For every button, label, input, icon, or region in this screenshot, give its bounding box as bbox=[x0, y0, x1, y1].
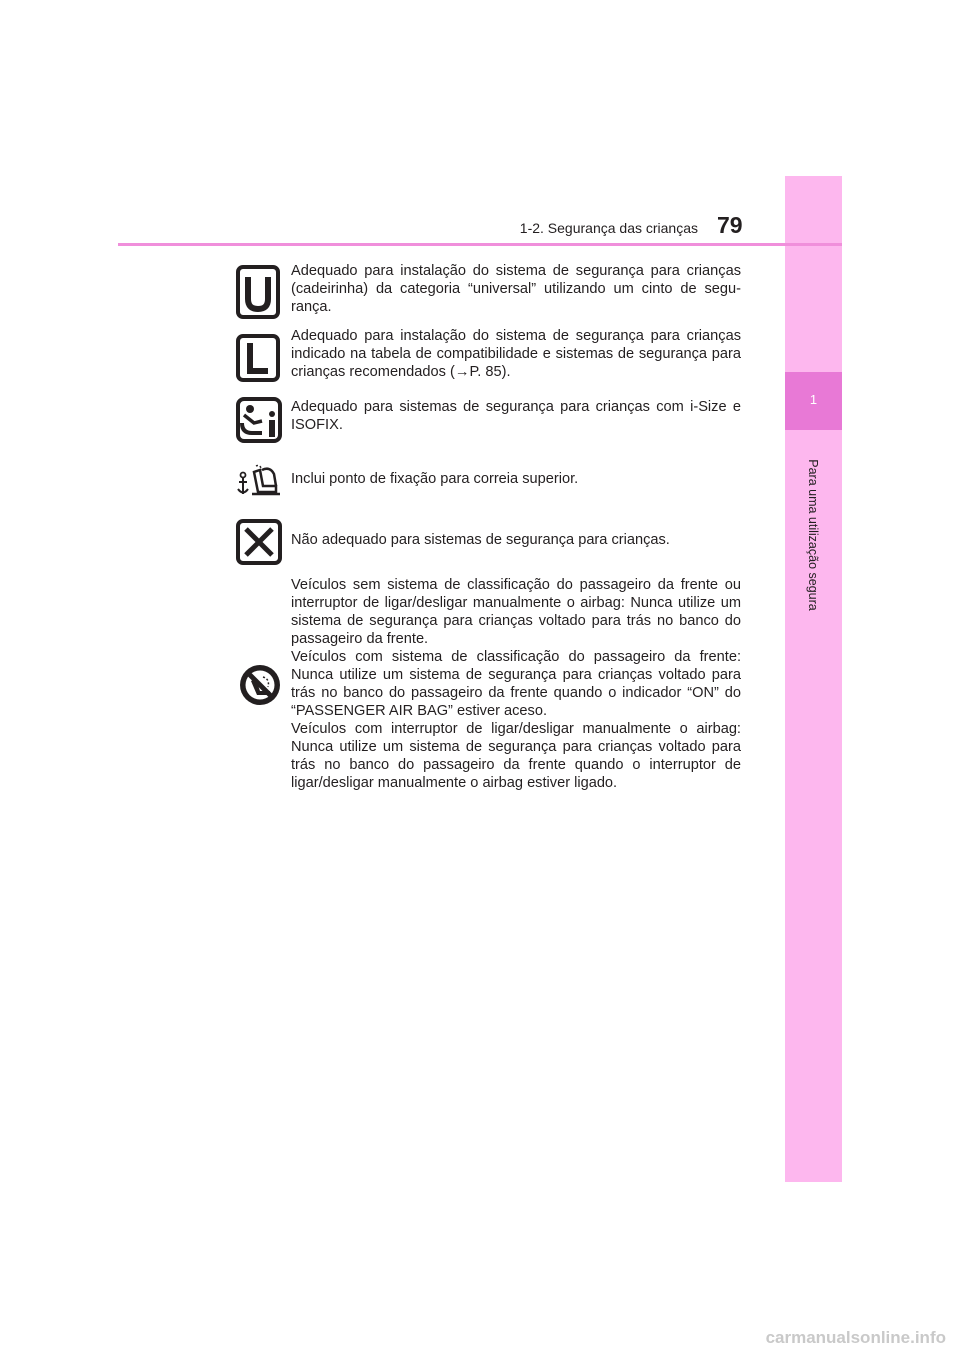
symbol-description: Inclui ponto de fixação para correia superior. bbox=[291, 471, 579, 487]
section-title: 1-2. Segurança das crianças bbox=[519, 220, 698, 236]
symbol-description: Adequado para sistemas de segurança para crianças com i-Size e ISOFIX. bbox=[291, 399, 741, 433]
isize-seat-icon bbox=[236, 397, 282, 448]
description-paragraph: Veículos sem sistema de classificação do passageiro da frente ou interruptor de ligar/desligar manualmente o airbag: Nunca utilize um sistema de segurança para crianças voltado para trás no banco do passageiro da frente. bbox=[291, 577, 741, 647]
symbol-description-group bbox=[291, 576, 741, 792]
symbol-description: Não adequado para sistemas de segurança para crianças. bbox=[291, 532, 670, 548]
watermark: carmanualsonline.info bbox=[765, 1328, 946, 1347]
header-divider bbox=[118, 243, 842, 246]
letter-l-icon bbox=[236, 334, 280, 387]
chapter-title: Para uma utilização segura bbox=[806, 459, 820, 611]
page-number: 79 bbox=[717, 212, 743, 238]
top-tether-anchor-icon bbox=[236, 462, 282, 503]
chapter-number: 1 bbox=[809, 392, 818, 407]
symbol-description: Adequado para instalação do sistema de segurança para crianças (cadeirinha) da categoria “universal” utilizando um cinto de segu-rança. bbox=[291, 263, 741, 315]
description-paragraph: Veículos com interruptor de ligar/desligar manualmente o airbag: Nunca utilize um sistema de segurança para crianças voltado para trás no banco do passageiro da frente quando o interruptor de ligar/desligar manualmente o airbag estiver ligado. bbox=[291, 721, 741, 791]
chapter-side-tab bbox=[785, 176, 842, 1182]
symbol-description: Adequado para instalação do sistema de segurança para crianças indicado na tabela de compatibilidade e sistemas de segurança para crianças recomendados (→P. 85). bbox=[291, 328, 741, 380]
letter-u-icon bbox=[236, 265, 280, 324]
description-paragraph: Veículos com sistema de classificação do passageiro da frente: Nunca utilize um sistema de segurança para crianças voltado para trás no banco do passageiro da frente quando o indicador “ON” do “PASSENGER AIR BAG” estiver aceso. bbox=[291, 649, 741, 719]
cross-box-icon bbox=[236, 519, 282, 570]
no-rear-facing-seat-icon bbox=[236, 661, 284, 714]
